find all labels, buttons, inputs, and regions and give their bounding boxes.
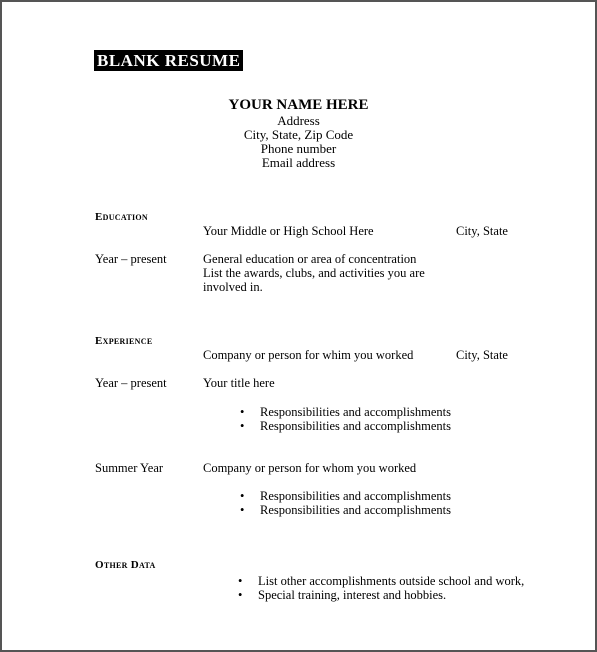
list-item: • Responsibilities and accomplishments	[240, 419, 451, 433]
name-heading: YOUR NAME HERE	[228, 97, 369, 113]
other-data-heading: Other Data	[95, 559, 156, 571]
phone-line: Phone number	[260, 141, 337, 156]
education-heading: Education	[95, 211, 149, 223]
education-location: City, State	[456, 224, 508, 238]
education-detail-3: involved in.	[203, 280, 263, 294]
education-year: Year – present	[95, 252, 167, 266]
list-item: • Responsibilities and accomplishments	[240, 503, 451, 517]
experience-title-1: Your title here	[203, 376, 275, 390]
experience-company-1: Company or person for whim you worked	[203, 348, 414, 362]
list-item: • Special training, interest and hobbies.	[238, 588, 524, 602]
education-detail-2: List the awards, clubs, and activities you are	[203, 266, 425, 280]
experience-bullets-1	[240, 405, 451, 433]
education-school: Your Middle or High School Here	[203, 224, 374, 238]
list-item: • List other accomplishments outside school and work,	[238, 574, 524, 588]
city-state-zip-line: City, State, Zip Code	[243, 127, 354, 142]
experience-heading: Experience	[95, 335, 153, 347]
experience-year-1: Year – present	[95, 376, 167, 390]
address-line: Address	[277, 113, 320, 128]
experience-company-2: Company or person for whom you worked	[203, 461, 417, 475]
education-detail-1: General education or area of concentration	[203, 252, 417, 266]
blank-resume-banner: BLANK RESUME	[94, 50, 243, 71]
list-item: • Responsibilities and accomplishments	[240, 405, 451, 419]
experience-location-1: City, State	[456, 348, 508, 362]
contact-header	[0, 96, 597, 170]
other-data-bullets	[238, 574, 524, 602]
experience-year-2: Summer Year	[95, 461, 164, 475]
list-item: • Responsibilities and accomplishments	[240, 489, 451, 503]
experience-bullets-2	[240, 489, 451, 517]
email-line: Email address	[261, 155, 336, 170]
